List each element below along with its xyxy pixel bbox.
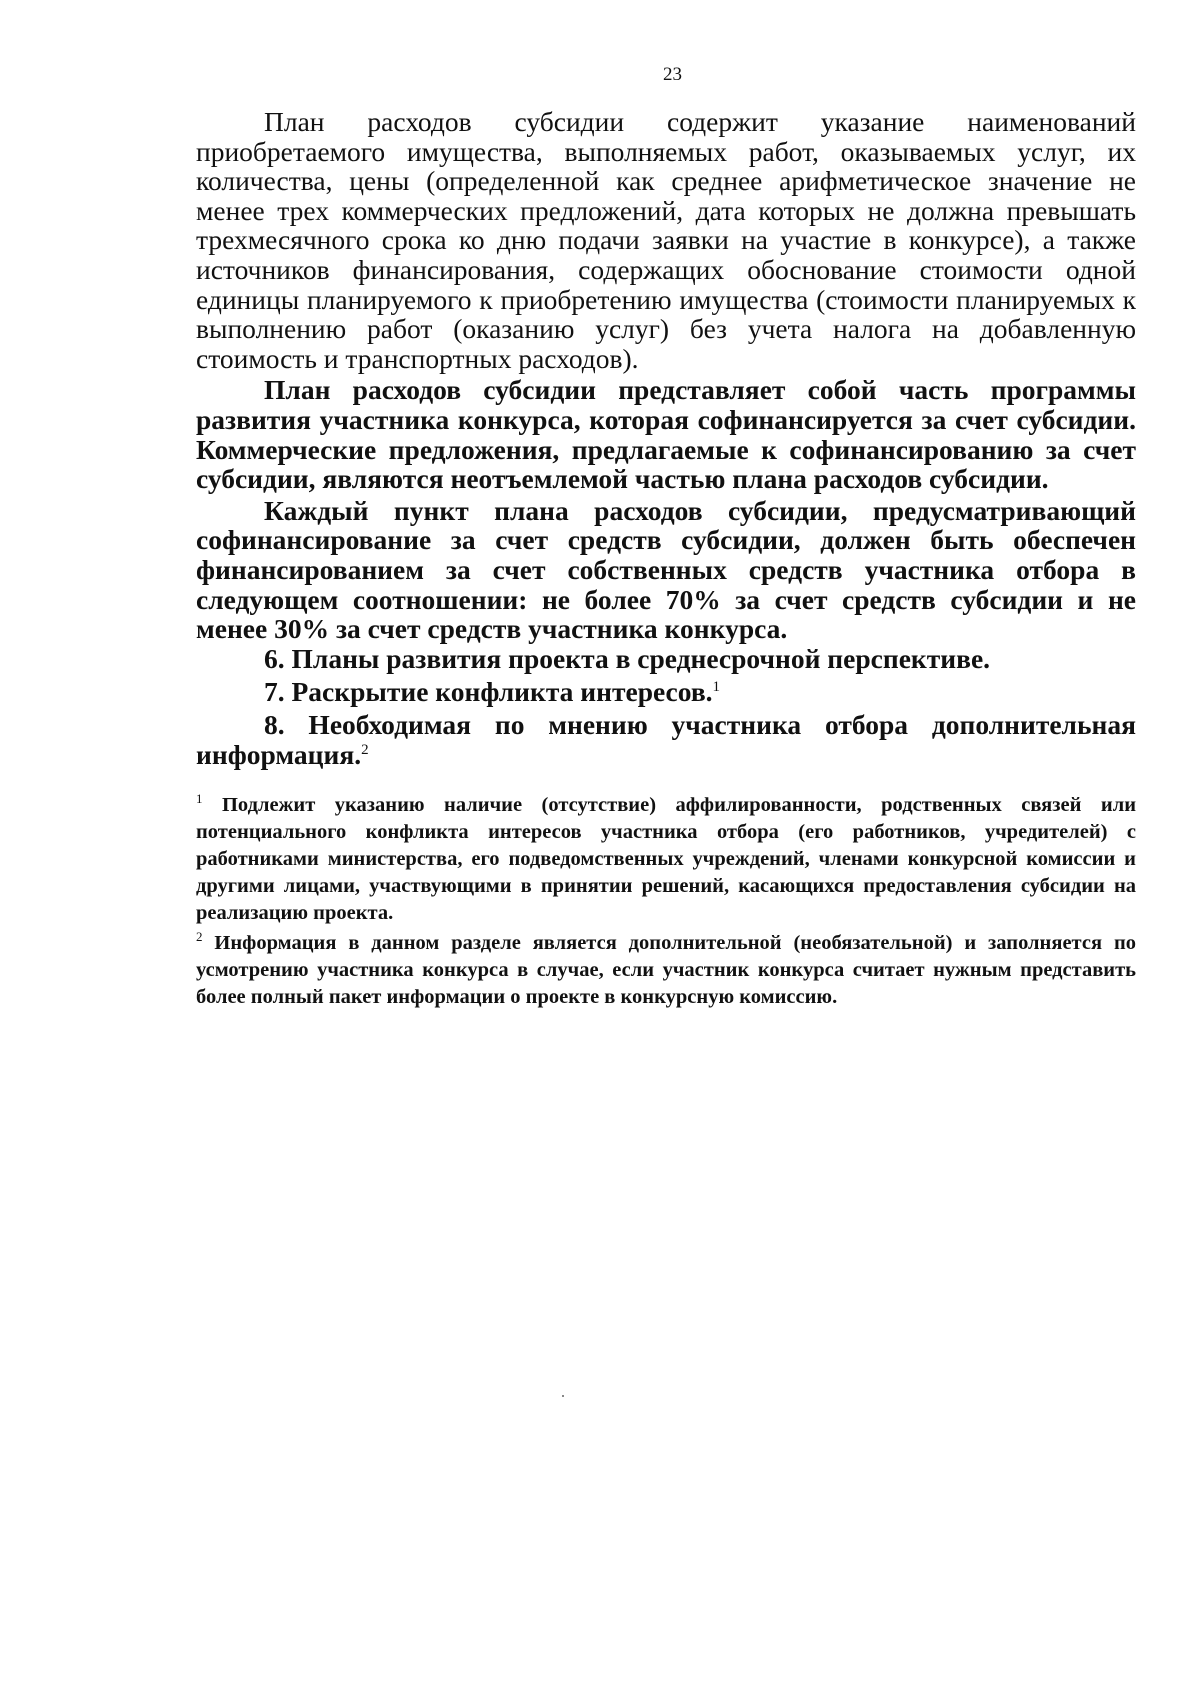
footnote-reference: 2 bbox=[361, 741, 369, 758]
footnote-mark: 1 bbox=[196, 790, 203, 806]
footnotes bbox=[196, 792, 1136, 1011]
list-item-additional-info bbox=[196, 710, 1136, 770]
list-item-development-plans bbox=[196, 644, 1136, 674]
footnote-reference: 1 bbox=[712, 678, 721, 695]
paragraph-expense-plan-part: План расходов субсидии представляет собой часть программы развития участника конкурса, которая софинансируется за счет субсидии. Коммерческие предложения, предлагаемые к софинансированию за счет субсидии, являются неотъемлемой частью плана расходов субсидии. bbox=[196, 374, 1136, 495]
footnote-mark: 2 bbox=[196, 928, 203, 944]
list-item-conflict-of-interest bbox=[196, 677, 1136, 707]
list-item-text: 6. Планы развития проекта в среднесрочной перспективе. bbox=[264, 642, 991, 674]
footnote-1 bbox=[196, 792, 1136, 927]
footnote-text: Информация в данном разделе является дополнительной (необязательной) и заполняется по усмотрению участника конкурса в случае, если участник конкурса считает нужным представить более полный пакет информации о проекте в конкурсную комиссию. bbox=[196, 931, 1137, 1008]
list-item-text: 8. Необходимая по мнению участника отбора дополнительная информация. bbox=[196, 708, 1136, 770]
document-body bbox=[196, 107, 1136, 1011]
footnote-text: Подлежит указанию наличие (отсутствие) аффилированности, родственных связей или потенциального конфликта интересов участника отбора (его работников, учредителей) с работниками министерства, его подведомственных учреждений, членами конкурсной комиссии и другими лицами, участвующими в принятии решений, касающихся предоставления субсидии на реализацию проекта. bbox=[196, 793, 1137, 924]
page-number: 23 bbox=[663, 64, 682, 85]
paragraph-expense-plan: План расходов субсидии содержит указание наименований приобретаемого имущества, выполняемых работ, оказываемых услуг, их количества, цены (определенной как среднее арифметическое значение не менее трех коммерческих предложений, дата которых не должна превышать трехмесячного срока ко дню подачи заявки на участие в конкурсе), а также источников финансирования, содержащих обоснование стоимости одной единицы планируемого к приобретению имущества (стоимости планируемых к выполнению работ (оказанию услуг) без учета налога на добавленную стоимость и транспортных расходов). bbox=[196, 106, 1136, 374]
scan-speck bbox=[562, 1395, 564, 1397]
paragraph-cofinancing: Каждый пункт плана расходов субсидии, предусматривающий софинансирование за счет средств субсидии, должен быть обеспечен финансированием за счет собственных средств участника отбора в следующем соотношении: не более 70% за счет средств субсидии и не менее 30% за счет средств участника конкурса. bbox=[196, 494, 1136, 645]
footnote-2 bbox=[196, 930, 1136, 1011]
list-item-text: 7. Раскрытие конфликта интересов. bbox=[264, 675, 713, 707]
